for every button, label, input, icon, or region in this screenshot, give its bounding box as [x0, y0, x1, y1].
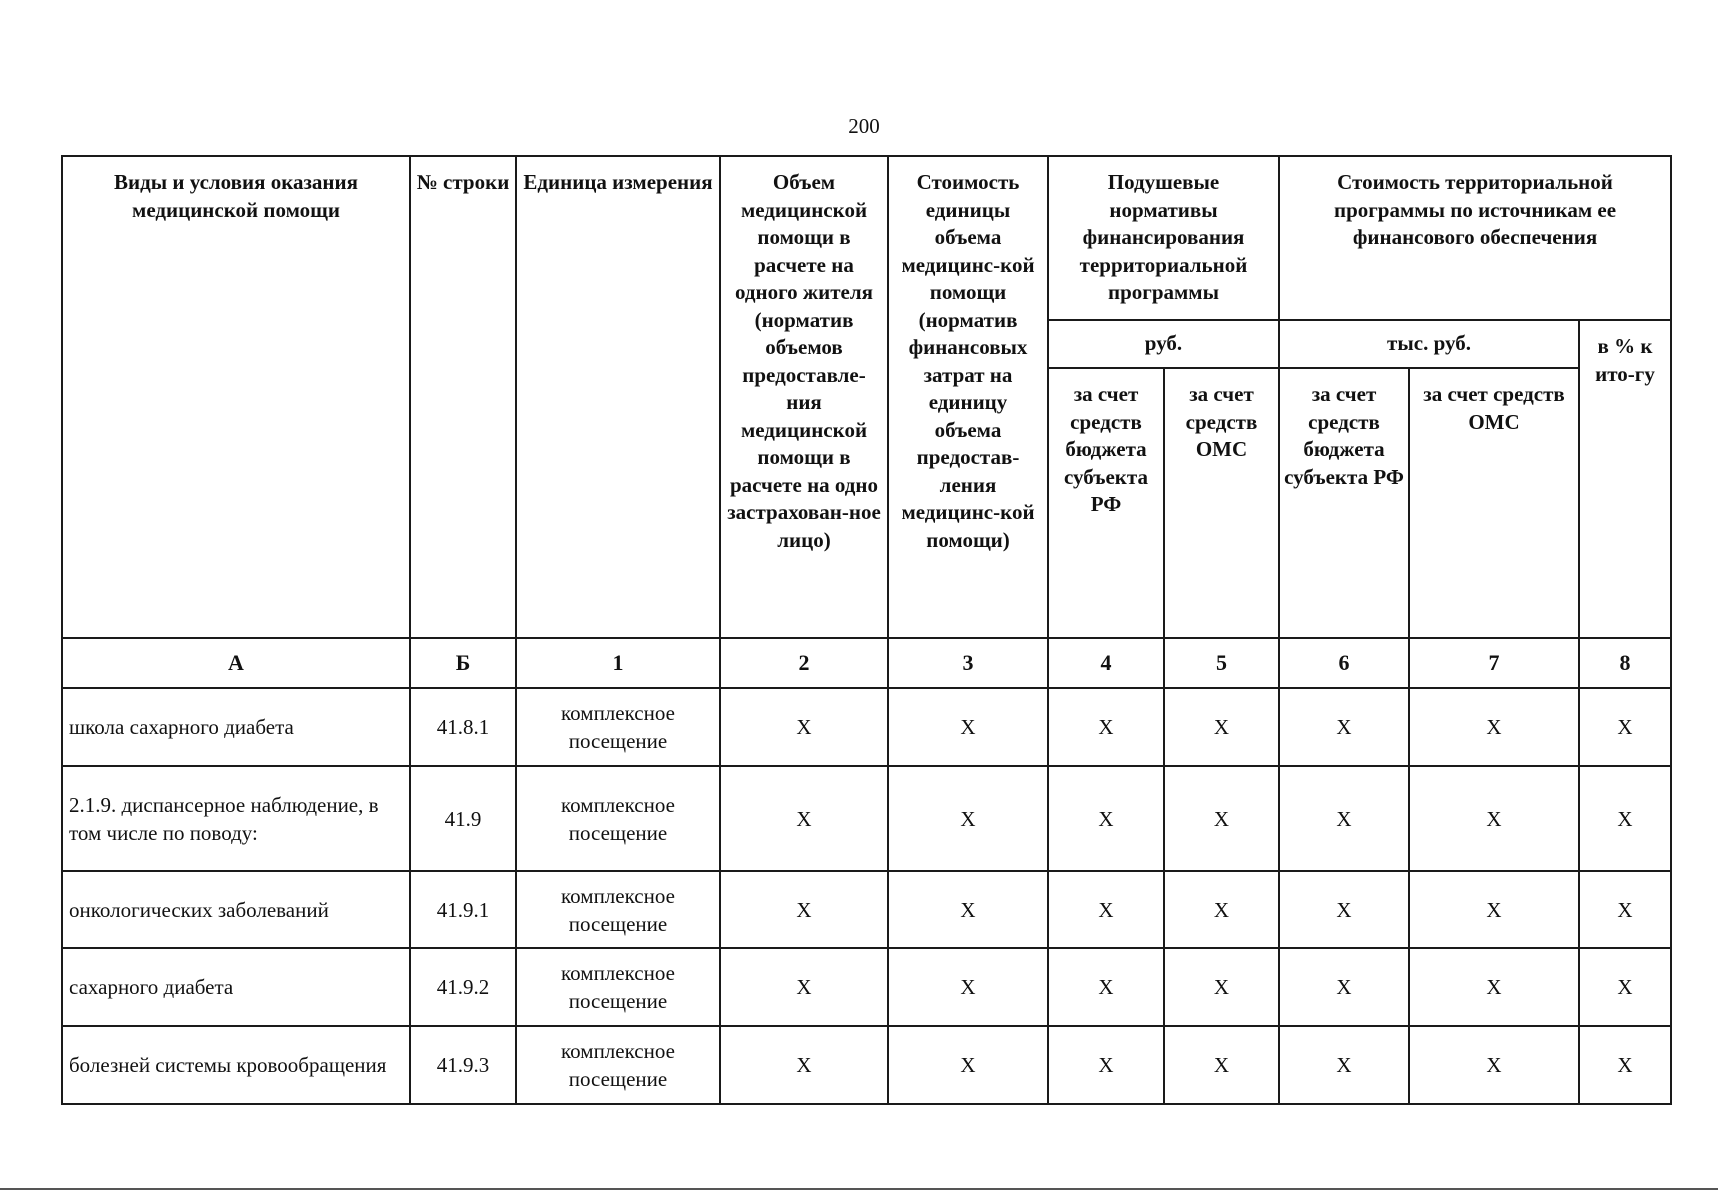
row-value: X: [1409, 1026, 1579, 1104]
row-kind: 2.1.9. диспансерное наблюдение, в том числе по поводу:: [62, 766, 410, 871]
table-row: [62, 688, 1671, 766]
row-value: X: [1164, 766, 1279, 871]
row-value: X: [720, 1026, 888, 1104]
row-value: X: [1409, 766, 1579, 871]
header-kinds: Виды и условия оказания медицинской помощи: [62, 156, 410, 638]
row-value: X: [1279, 1026, 1409, 1104]
row-value: X: [1409, 948, 1579, 1026]
header-oms-rub: за счет средств ОМС: [1164, 368, 1279, 638]
row-number: 41.9: [410, 766, 516, 871]
row-unit: комплексное посещение: [516, 871, 720, 948]
column-letter: 2: [720, 638, 888, 688]
row-number: 41.9.2: [410, 948, 516, 1026]
row-value: X: [888, 1026, 1048, 1104]
row-value: X: [1279, 688, 1409, 766]
row-value: X: [720, 766, 888, 871]
row-value: X: [720, 688, 888, 766]
header-volume: Объем медицинской помощи в расчете на одного жителя (норматив объемов предоставле-ния медицинской помощи в расчете на одно застрахован-ное лицо): [720, 156, 888, 638]
row-kind: болезней системы кровообращения: [62, 1026, 410, 1104]
row-number: 41.9.3: [410, 1026, 516, 1104]
column-letter: Б: [410, 638, 516, 688]
row-value: X: [888, 766, 1048, 871]
header-unit: Единица измерения: [516, 156, 720, 638]
column-letter: 3: [888, 638, 1048, 688]
header-row-number: № строки: [410, 156, 516, 638]
column-letters-row: [62, 638, 1671, 688]
column-letter: А: [62, 638, 410, 688]
header-cost: Стоимость единицы объема медицинс-кой помощи (норматив финансовых затрат на единицу объема предостав-ления медицинс-кой помощи): [888, 156, 1048, 638]
row-value: X: [1164, 1026, 1279, 1104]
financing-table: [61, 155, 1672, 1105]
row-kind: онкологических заболеваний: [62, 871, 410, 948]
row-kind: сахарного диабета: [62, 948, 410, 1026]
row-value: X: [1279, 871, 1409, 948]
row-value: X: [1164, 871, 1279, 948]
header-oms-thousand: за счет средств ОМС: [1409, 368, 1579, 638]
table-row: [62, 948, 1671, 1026]
row-value: X: [1048, 766, 1164, 871]
row-kind: школа сахарного диабета: [62, 688, 410, 766]
column-letter: 1: [516, 638, 720, 688]
row-unit: комплексное посещение: [516, 1026, 720, 1104]
header-rub: руб.: [1048, 320, 1279, 368]
row-value: X: [1279, 948, 1409, 1026]
row-number: 41.9.1: [410, 871, 516, 948]
page-number: 200: [848, 114, 880, 138]
row-value: X: [1579, 766, 1671, 871]
row-value: X: [1579, 688, 1671, 766]
row-value: X: [888, 948, 1048, 1026]
row-value: X: [1579, 871, 1671, 948]
header-budget-subject-rf-rub: за счет средств бюджета субъекта РФ: [1048, 368, 1164, 638]
row-value: X: [888, 688, 1048, 766]
column-letter: 7: [1409, 638, 1579, 688]
table-row: [62, 871, 1671, 948]
row-value: X: [720, 871, 888, 948]
row-value: X: [720, 948, 888, 1026]
header-program-cost: Стоимость территориальной программы по источникам ее финансового обеспечения: [1279, 156, 1671, 320]
row-value: X: [1048, 688, 1164, 766]
row-value: X: [1579, 948, 1671, 1026]
page-edge-line: [0, 1188, 1718, 1190]
row-value: X: [1048, 948, 1164, 1026]
row-value: X: [1279, 766, 1409, 871]
header-percent-total: в % к ито-гу: [1579, 320, 1671, 638]
row-unit: комплексное посещение: [516, 948, 720, 1026]
row-value: X: [1409, 871, 1579, 948]
column-letter: 6: [1279, 638, 1409, 688]
header-per-capita: Подушевые нормативы финансирования территориальной программы: [1048, 156, 1279, 320]
column-letter: 4: [1048, 638, 1164, 688]
row-value: X: [888, 871, 1048, 948]
header-thousand-rub: тыс. руб.: [1279, 320, 1579, 368]
column-letter: 5: [1164, 638, 1279, 688]
header-budget-subject-rf-thousand: за счет средств бюджета субъекта РФ: [1279, 368, 1409, 638]
row-value: X: [1409, 688, 1579, 766]
column-letter: 8: [1579, 638, 1671, 688]
table-row: [62, 1026, 1671, 1104]
row-value: X: [1048, 871, 1164, 948]
row-unit: комплексное посещение: [516, 688, 720, 766]
row-unit: комплексное посещение: [516, 766, 720, 871]
table-row: [62, 766, 1671, 871]
row-value: X: [1048, 1026, 1164, 1104]
row-number: 41.8.1: [410, 688, 516, 766]
row-value: X: [1164, 688, 1279, 766]
row-value: X: [1579, 1026, 1671, 1104]
row-value: X: [1164, 948, 1279, 1026]
